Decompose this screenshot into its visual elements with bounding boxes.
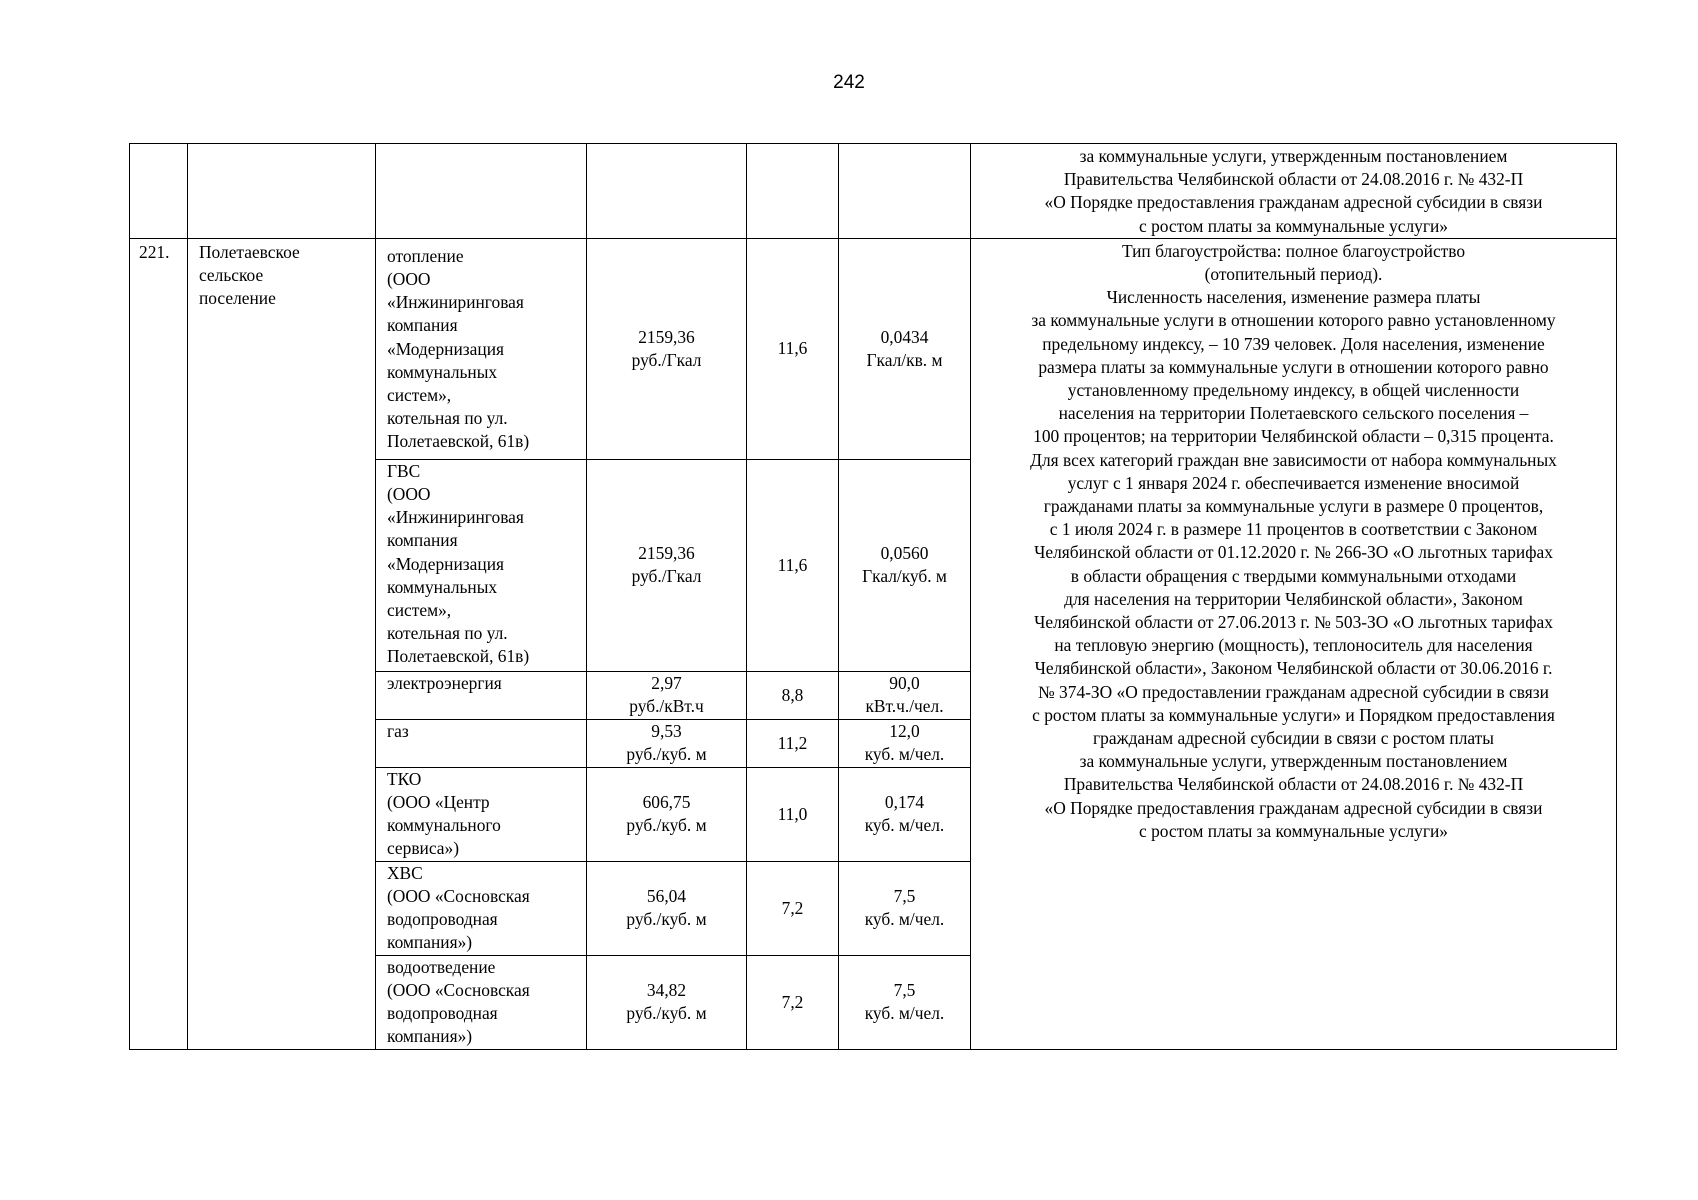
table-body <box>130 144 1617 1050</box>
note-line: населения на территории Полетаевского сельского поселения – <box>1058 403 1529 424</box>
service-line: Полетаевской, 61в) <box>387 431 530 452</box>
entry-number: 221. <box>130 238 188 1049</box>
tariff-line: 9,53 <box>651 721 682 742</box>
norm-line: Гкал/куб. м <box>862 566 947 587</box>
service-line: Полетаевской, 61в) <box>387 646 530 667</box>
service-line: коммунального <box>387 815 501 836</box>
note-line: Челябинской области от 27.06.2013 г. № 503-ЗО «О льготных тарифах <box>1034 612 1553 633</box>
norm-line: 7,5 <box>893 886 916 907</box>
service-line: электроэнергия <box>387 672 502 693</box>
service-name <box>376 719 587 767</box>
note-line: № 374-ЗО «О предоставлении гражданам адресной субсидии в связи <box>1038 681 1549 702</box>
service-name <box>376 767 587 861</box>
tariff-line: 2,97 <box>651 673 682 694</box>
service-line: компания») <box>387 932 473 953</box>
service-line: «Инжиниринговая <box>387 507 524 528</box>
note-line: «О Порядке предоставления гражданам адресной субсидии в связи <box>1044 192 1543 213</box>
settlement-name <box>188 238 376 1049</box>
settlement-line: сельское <box>199 265 264 286</box>
note-line: гражданам адресной субсидии в связи с ростом платы <box>1093 728 1494 749</box>
index-cell: 11,6 <box>747 238 839 459</box>
note-cell <box>971 238 1617 1049</box>
service-line: котельная по ул. <box>387 623 508 644</box>
service-name <box>376 459 587 671</box>
table-row-continuation <box>130 144 1617 239</box>
service-line: «Модернизация <box>387 338 504 359</box>
index-cell: 7,2 <box>747 861 839 955</box>
service-line: «Модернизация <box>387 553 504 574</box>
empty-cell <box>376 144 587 239</box>
note-line: с ростом платы за коммунальные услуги» <box>1139 215 1448 236</box>
note-line: с ростом платы за коммунальные услуги» и Порядком предоставления <box>1032 704 1555 725</box>
service-line: компания <box>387 530 458 551</box>
norm-line: куб. м/чел. <box>864 744 945 765</box>
service-line: ХВС <box>387 862 423 883</box>
note-line: размера платы за коммунальные услуги в отношении которого равно <box>1038 356 1549 377</box>
norm-cell <box>839 767 971 861</box>
tariff-line: 2159,36 <box>638 543 695 564</box>
tariff-line: 606,75 <box>642 792 691 813</box>
tariff-cell <box>587 767 747 861</box>
index-cell: 11,2 <box>747 719 839 767</box>
service-line: систем», <box>387 600 452 621</box>
tariff-cell <box>587 861 747 955</box>
service-line: (ООО «Сосновская <box>387 886 530 907</box>
norm-line: кВт.ч./чел. <box>865 696 944 717</box>
note-line: за коммунальные услуги, утвержденным постановлением <box>1079 751 1508 772</box>
note-line: с 1 июля 2024 г. в размере 11 процентов в соответствии с Законом <box>1049 519 1538 540</box>
tariff-line: руб./Гкал <box>631 349 702 370</box>
note-line: 100 процентов; на территории Челябинской области – 0,315 процента. <box>1033 426 1554 447</box>
tariff-line: руб./куб. м <box>626 909 707 930</box>
service-line: отопление <box>387 245 464 266</box>
page-number: 242 <box>833 72 865 93</box>
note-line: для населения на территории Челябинской области», Законом <box>1064 588 1523 609</box>
tariff-line: руб./кВт.ч <box>629 696 704 717</box>
norm-cell <box>839 719 971 767</box>
service-line: сервиса») <box>387 838 459 859</box>
norm-cell <box>839 955 971 1049</box>
tariff-cell <box>587 238 747 459</box>
empty-cell <box>747 144 839 239</box>
service-line: компания <box>387 315 458 336</box>
service-line: компания») <box>387 1026 473 1047</box>
service-line: газ <box>387 720 409 741</box>
service-name <box>376 861 587 955</box>
norm-line: Гкал/кв. м <box>866 349 943 370</box>
service-line: котельная по ул. <box>387 408 508 429</box>
tariff-line: руб./куб. м <box>626 1003 707 1024</box>
service-name <box>376 238 587 459</box>
note-line: с ростом платы за коммунальные услуги» <box>1139 820 1448 841</box>
empty-cell <box>839 144 971 239</box>
index-cell: 8,8 <box>747 671 839 719</box>
empty-cell <box>188 144 376 239</box>
service-line: коммунальных <box>387 576 498 597</box>
tariff-line: 2159,36 <box>638 326 695 347</box>
empty-cell <box>587 144 747 239</box>
service-line: «Инжиниринговая <box>387 292 524 313</box>
norm-line: 7,5 <box>893 980 916 1001</box>
norm-line: 90,0 <box>889 673 920 694</box>
note-line: (отопительный период). <box>1204 264 1383 285</box>
service-name <box>376 955 587 1049</box>
tariff-cell <box>587 955 747 1049</box>
service-name <box>376 671 587 719</box>
tariff-line: 34,82 <box>646 980 687 1001</box>
tariff-table <box>129 143 1617 1050</box>
tariff-cell <box>587 719 747 767</box>
tariff-cell <box>587 671 747 719</box>
tariff-cell <box>587 459 747 671</box>
note-line: Численность населения, изменение размера платы <box>1106 287 1481 308</box>
note-line: на тепловую энергию (мощность), теплоноситель для населения <box>1054 635 1533 656</box>
norm-line: 12,0 <box>889 721 920 742</box>
note-line: Тип благоустройства: полное благоустройство <box>1121 240 1466 261</box>
service-line: водопроводная <box>387 1003 498 1024</box>
service-line: водоотведение <box>387 956 496 977</box>
empty-cell <box>130 144 188 239</box>
norm-cell <box>839 671 971 719</box>
service-line: ГВС <box>387 460 421 481</box>
norm-cell <box>839 861 971 955</box>
norm-cell <box>839 459 971 671</box>
norm-line: куб. м/чел. <box>864 909 945 930</box>
settlement-line: Полетаевское <box>199 241 300 262</box>
note-cell-continuation <box>971 144 1617 239</box>
index-cell: 11,6 <box>747 459 839 671</box>
tariff-line: руб./куб. м <box>626 815 707 836</box>
note-line: Правительства Челябинской области от 24.08.2016 г. № 432-П <box>1063 774 1524 795</box>
tariff-line: 56,04 <box>646 886 687 907</box>
norm-line: куб. м/чел. <box>864 1003 945 1024</box>
service-line: коммунальных <box>387 361 498 382</box>
service-line: (ООО <box>387 269 431 290</box>
note-line: Для всех категорий граждан вне зависимости от набора коммунальных <box>1030 449 1557 470</box>
note-line: за коммунальные услуги в отношении которого равно установленному <box>1031 310 1556 331</box>
index-cell: 11,0 <box>747 767 839 861</box>
norm-line: куб. м/чел. <box>864 815 945 836</box>
service-line: (ООО «Центр <box>387 792 490 813</box>
norm-line: 0,0560 <box>880 543 929 564</box>
note-line: за коммунальные услуги, утвержденным постановлением <box>1079 146 1508 166</box>
table-row <box>130 238 1617 459</box>
note-line: Правительства Челябинской области от 24.08.2016 г. № 432-П <box>1063 169 1524 190</box>
note-line: установленному предельному индексу, в общей численности <box>1067 380 1520 401</box>
service-line: (ООО <box>387 484 431 505</box>
service-line: водопроводная <box>387 909 498 930</box>
settlement-line: поселение <box>199 288 276 309</box>
norm-line: 0,0434 <box>880 326 929 347</box>
service-line: (ООО «Сосновская <box>387 980 530 1001</box>
tariff-line: руб./Гкал <box>631 566 702 587</box>
note-line: предельному индексу, – 10 739 человек. Доля населения, изменение <box>1042 333 1545 354</box>
service-line: систем», <box>387 385 452 406</box>
norm-line: 0,174 <box>884 792 925 813</box>
service-line: ТКО <box>387 768 422 789</box>
note-line: услуг с 1 января 2024 г. обеспечивается изменение вносимой <box>1067 472 1520 493</box>
index-cell: 7,2 <box>747 955 839 1049</box>
note-line: Челябинской области от 01.12.2020 г. № 266-ЗО «О льготных тарифах <box>1034 542 1553 563</box>
tariff-line: руб./куб. м <box>626 744 707 765</box>
note-line: Челябинской области», Законом Челябинской области от 30.06.2016 г. <box>1034 658 1553 679</box>
norm-cell <box>839 238 971 459</box>
note-line: «О Порядке предоставления гражданам адресной субсидии в связи <box>1044 797 1543 818</box>
note-line: в области обращения с твердыми коммунальными отходами <box>1070 565 1517 586</box>
note-line: гражданами платы за коммунальные услуги в размере 0 процентов, <box>1043 496 1544 517</box>
